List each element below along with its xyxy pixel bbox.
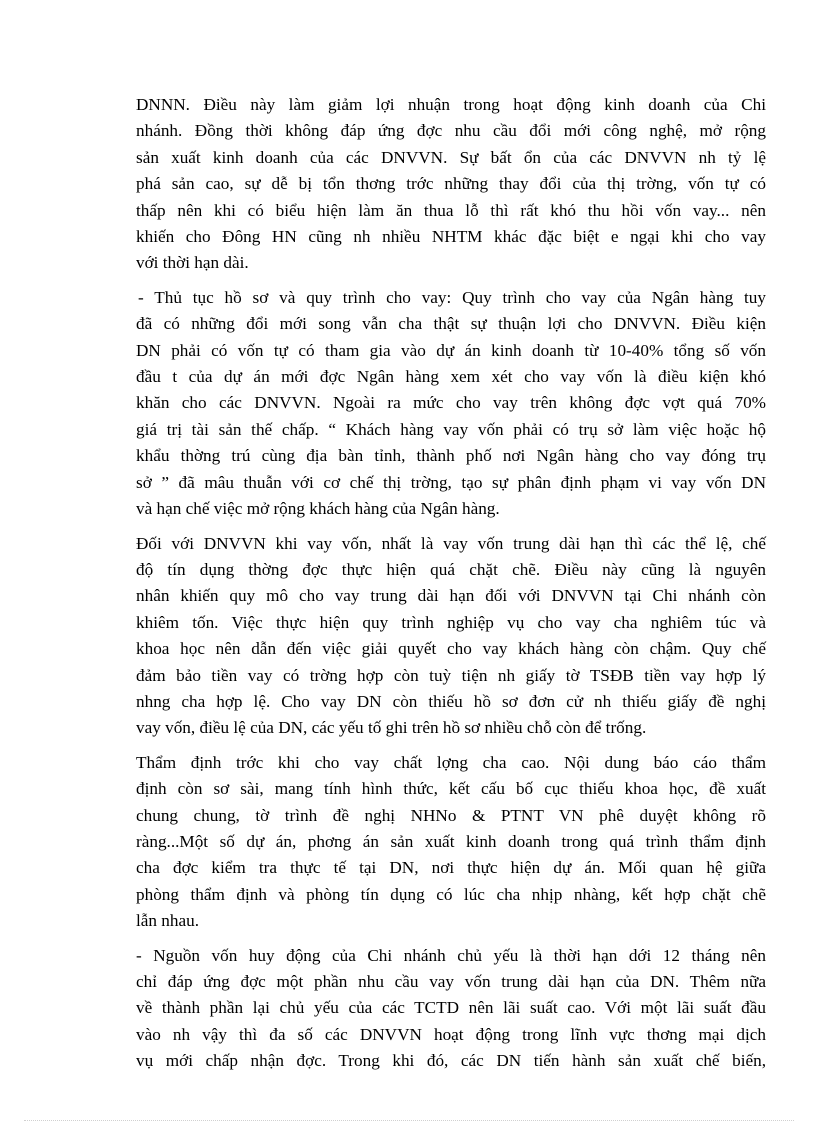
text-line: phòng thẩm định và phòng tín dụng có lúc cha nhịp nhàng, kết hợp chặt chẽ [136,884,766,904]
text-line: nhân khiến quy mô cho vay trung dài hạn đối với DNVVN tại Chi nhánh còn [136,586,766,606]
text-line: khoa học nên dẫn đến việc giải quyết cho vay khách hàng còn chậm. Quy chế [136,639,766,659]
page-bottom-rule [24,1120,794,1121]
text-line: vụ mới chấp nhận đợc. Trong khi đó, các DN tiến hành sản xuất chế biến, [136,1051,766,1071]
text-line: sở ” đã mâu thuẫn với cơ chế thị trờng, tạo sự phân định phạm vi vay vốn DN [136,472,766,492]
document-page [136,92,766,1075]
text-line: khiêm tốn. Việc thực hiện quy trình nghiệp vụ cho vay cha nghiêm túc và [136,612,766,632]
text-line: khẩu thờng trú cùng địa bàn tỉnh, thành phố nơi Ngân hàng cho vay đóng trụ [136,446,766,466]
text-line: đảm bảo tiền vay có trờng hợp còn tuỳ tiện nh giấy tờ TSĐB tiền vay hợp lý [136,665,766,685]
text-line: DNNN. Điều này làm giảm lợi nhuận trong hoạt động kinh doanh của Chi [136,95,766,114]
text-line: chỉ đáp ứng đợc một phần nhu cầu vay vốn trung dài hạn của DN. Thêm nữa [136,972,766,991]
text-line: cha đợc kiểm tra thực tế tại DN, nơi thực hiện dự án. Mối quan hệ giữa [136,858,766,878]
text-line: thấp nên khi có biểu hiện làm ăn thua lỗ thì rất khó thu hồi vốn vay... nên [136,200,766,220]
text-line: sản xuất kinh doanh của các DNVVN. Sự bất ổn của các DNVVN nh tỷ lệ [136,147,766,167]
text-line: với thời hạn dài. [136,253,249,273]
text-line: nhng cha hợp lệ. Cho vay DN còn thiếu hồ sơ đơn cử nh thiếu giấy đề nghị [136,691,766,711]
text-line: nhánh. Đồng thời không đáp ứng đợc nhu cầu đổi mới công nghệ, mở rộng [136,121,766,141]
paragraph-1 [136,92,766,277]
text-line: lẫn nhau. [136,911,200,931]
text-line: đã có những đổi mới song vẫn cha thật sự thuận lợi cho DNVVN. Điều kiện [136,314,766,334]
text-line: khăn cho các DNVVN. Ngoài ra mức cho vay trên không đợc vợt quá 70% [136,393,766,413]
paragraph-gap [136,277,766,285]
text-line: phá sản cao, sự dễ bị tổn thơng trớc những thay đổi của thị trờng, vốn tự có [136,174,766,194]
text-line: và hạn chế việc mở rộng khách hàng của Ngân hàng. [136,499,500,519]
text-line: - Thủ tục hồ sơ và quy trình cho vay: Quy trình cho vay của Ngân hàng tuy [138,287,766,307]
text-line: vay vốn, điều lệ của DN, các yếu tố ghi trên hồ sơ nhiều chỗ còn để trống. [136,718,647,738]
paragraph-gap [136,742,766,750]
text-line: về thành phần lại chủ yếu của các TCTD nên lãi suất cao. Với một lãi suất đầu [136,998,766,1018]
text-line: khiến cho Đông HN cũng nh nhiều NHTM khác đặc biệt e ngại khi cho vay [136,227,766,247]
text-line: DN phải có vốn tự có tham gia vào dự án kinh doanh từ 10-40% tổng số vốn [136,340,766,360]
text-line: chung chung, tờ trình đề nghị NHNo & PTNT VN phê duyệt không rõ [136,805,766,825]
text-line: định còn sơ sài, mang tính hình thức, kết cấu bố cục thiếu khoa học, đề xuất [136,779,766,799]
paragraph-gap [136,935,766,943]
text-line: đầu t của dự án mới đợc Ngân hàng xem xét cho vay vốn là điều kiện khó [136,367,766,387]
paragraph-5 [136,943,766,1075]
text-line: Đối với DNVVN khi vay vốn, nhất là vay vốn trung dài hạn thì các thể lệ, chế [136,533,766,553]
paragraph-2 [136,285,766,523]
paragraph-gap [136,523,766,531]
text-line: - Nguồn vốn huy động của Chi nhánh chủ yếu là thời hạn dới 12 tháng nên [136,945,766,965]
paragraph-4 [136,750,766,935]
text-line: vào nh vậy thì đa số các DNVVN hoạt động trong lĩnh vực thơng mại dịch [136,1024,766,1044]
text-line: giá trị tài sản thế chấp. “ Khách hàng vay vốn phải có trụ sở làm việc hoặc hộ [136,419,766,439]
paragraph-3 [136,531,766,742]
text-line: ràng...Một số dự án, phơng án sản xuất kinh doanh trong quá trình thẩm định [136,831,766,851]
text-line: độ tín dụng thờng đợc thực hiện quá chặt chẽ. Điều này cũng là nguyên [136,559,766,579]
text-line: Thẩm định trớc khi cho vay chất lợng cha cao. Nội dung báo cáo thẩm [136,752,766,772]
